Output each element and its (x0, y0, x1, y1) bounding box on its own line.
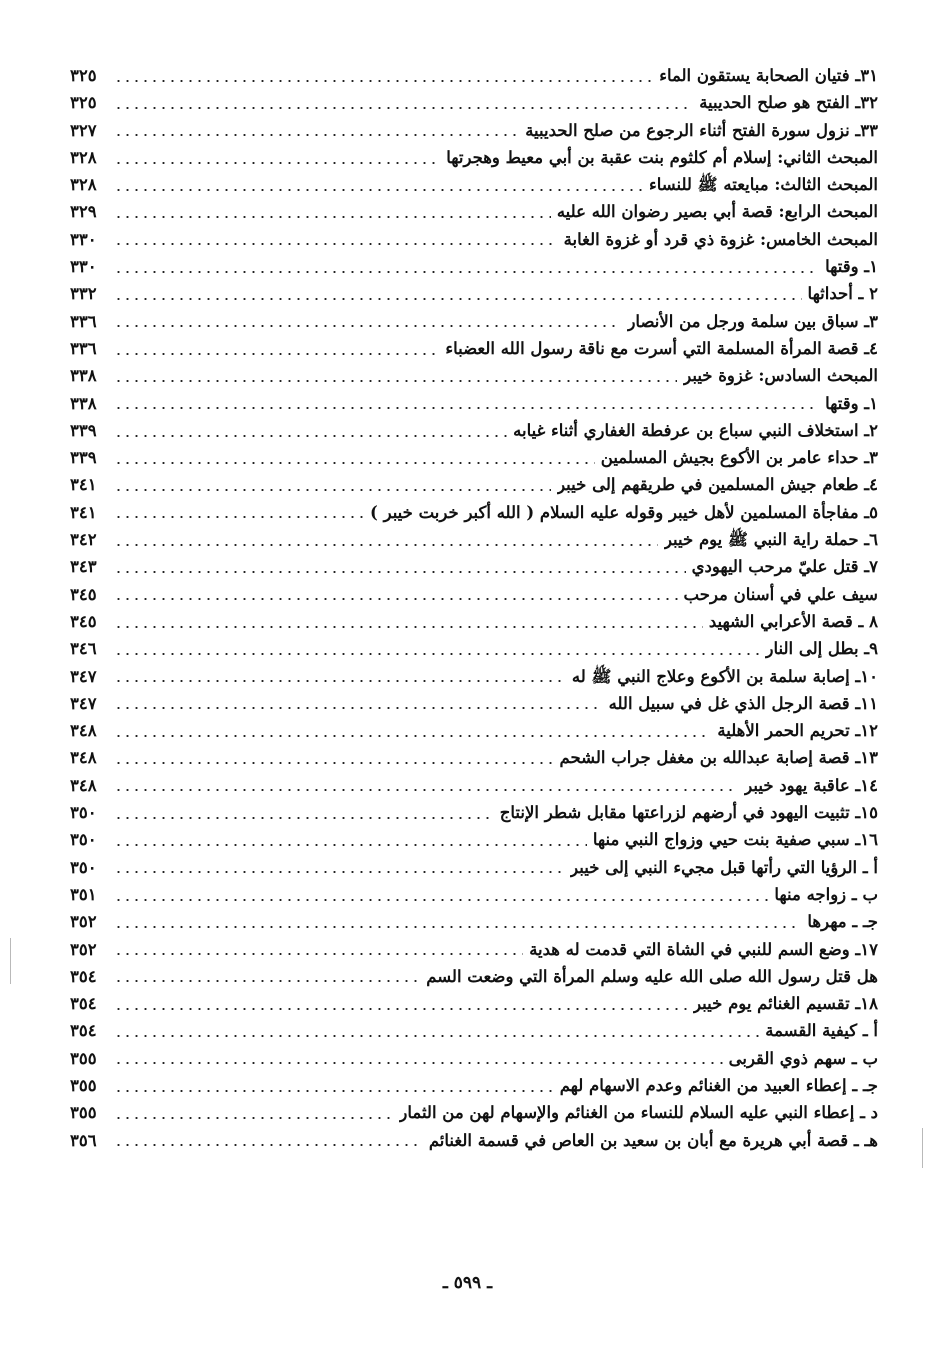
dot-leader (114, 571, 686, 573)
toc-entry (70, 89, 878, 116)
toc-entry-page-number: ٣٤٢ (70, 530, 97, 550)
toc-entry-page-number: ٣٤٧ (70, 666, 97, 686)
toc-entry-title: ٤ـ قصة المرأة المسلمة التي أسرت مع ناقة رسول الله العضباء (445, 338, 878, 358)
toc-entry (70, 308, 878, 335)
toc-entry-page-number: ٣٤٧ (70, 693, 97, 713)
toc-entry-title: ب ـ زواجه منها (774, 884, 878, 904)
dot-leader (114, 680, 566, 682)
toc-entry-page-number: ٣٥٥ (70, 1103, 97, 1123)
toc-entry-page-number: ٣٣٠ (70, 257, 97, 277)
toc-entry-title: المبحث الثاني: إسلام أم كلثوم بنت عقبة بن أبي معيط وهجرتها (446, 147, 878, 167)
toc-entry-page-number: ٣٤٨ (70, 775, 97, 795)
toc-entry (70, 936, 878, 963)
toc-entry-title: ١ـ وقتها (825, 393, 878, 413)
toc-entry-title: ٦ـ حملة راية النبي ﷺ يوم خيبر (663, 530, 878, 550)
toc-entry (70, 854, 878, 881)
toc-entry-title: ٤ـ طعام جيش المسلمين في طريقهم إلى خيبر (557, 475, 878, 495)
toc-entry (70, 226, 878, 253)
toc-entry-page-number: ٣٤٦ (70, 639, 97, 659)
toc-entry (70, 171, 878, 198)
dot-leader (114, 544, 658, 546)
scan-margin-mark (10, 938, 11, 984)
dot-leader (114, 353, 439, 355)
toc-entry (70, 335, 878, 362)
toc-entry-page-number: ٣٤٥ (70, 611, 97, 631)
toc-entry-page-number: ٣٥٠ (70, 857, 97, 877)
dot-leader (114, 325, 621, 327)
toc-entry-page-number: ٣٣٨ (70, 393, 97, 413)
toc-entry (70, 1072, 878, 1099)
toc-entry (70, 663, 878, 690)
toc-entry-title: ١٦ـ سبي صفية بنت حيي وزواج النبي منها (592, 830, 878, 850)
toc-entry-page-number: ٣٣٩ (70, 420, 97, 440)
toc-entry-title: المبحث السادس: غزوة خيبر (683, 366, 878, 386)
toc-entry (70, 444, 878, 471)
toc-entry-title: ١٠ـ إصابة سلمة بن الأكوع وعلاج النبي ﷺ له (571, 666, 878, 686)
toc-entry-page-number: ٣٥٥ (70, 1048, 97, 1068)
dot-leader (114, 1062, 723, 1064)
toc-entry (70, 1127, 878, 1154)
toc-entry (70, 471, 878, 498)
toc-entry (70, 390, 878, 417)
dot-leader (114, 598, 678, 600)
toc-entry-title: ٣ـ حداء عامر بن الأكوع بجيش المسلمين (600, 448, 878, 468)
toc-entry-page-number: ٣٤٣ (70, 557, 97, 577)
dot-leader (114, 298, 802, 300)
toc-entry (70, 963, 878, 990)
toc-entry-page-number: ٣٢٧ (70, 120, 97, 140)
toc-entry (70, 253, 878, 280)
toc-entry (70, 198, 878, 225)
toc-entry-page-number: ٣٣٦ (70, 311, 97, 331)
toc-entry (70, 117, 878, 144)
toc-entry-title: ٨ ـ قصة الأعرابي الشهيد (708, 611, 878, 631)
toc-entry-page-number: ٣٥٦ (70, 1130, 97, 1150)
toc-entry-page-number: ٣٣٠ (70, 229, 97, 249)
toc-entry (70, 1017, 878, 1044)
toc-entry (70, 908, 878, 935)
dot-leader (114, 871, 564, 873)
toc-entry-page-number: ٣٥٤ (70, 966, 97, 986)
toc-entry-page-number: ٣٥٤ (70, 994, 97, 1014)
toc-entry-page-number: ٣٣٨ (70, 366, 97, 386)
toc-entry-title: ب ـ سهم ذوي القربى (728, 1048, 878, 1068)
dot-leader (114, 1035, 759, 1037)
dot-leader (114, 1090, 554, 1092)
toc-entry-page-number: ٣٤١ (70, 475, 97, 495)
toc-entry-title: ٣١ـ فتيان الصحابة يستقون الماء (659, 66, 878, 85)
dot-leader (114, 626, 703, 628)
dot-leader (114, 243, 558, 245)
toc-entry-title: جـ ـ مهرها (807, 912, 878, 932)
toc-entry (70, 280, 878, 307)
toc-entry (70, 608, 878, 635)
toc-entry-page-number: ٣٣٢ (70, 284, 97, 304)
table-of-contents (70, 62, 878, 1154)
toc-entry-title: د ـ إعطاء النبي عليه السلام للنساء من الغنائم والإسهام لهن من الثمار (399, 1103, 878, 1123)
toc-entry (70, 772, 878, 799)
dot-leader (114, 817, 494, 819)
toc-entry (70, 362, 878, 389)
dot-leader (114, 162, 440, 164)
toc-entry-title: ١١ـ قصة الرجل الذي غل في سبيل الله (608, 693, 878, 713)
toc-entry-title: المبحث الثالث: مبايعته ﷺ للنساء (648, 175, 878, 195)
toc-entry-title: هـ ـ قصة أبي هريرة مع أبان بن سعيد بن العاص في قسمة الغنائم (428, 1130, 878, 1150)
dot-leader (114, 1117, 393, 1119)
toc-entry-page-number: ٣٥٠ (70, 803, 97, 823)
toc-entry-title: ١٤ـ عاقبة يهود خيبر (744, 775, 878, 795)
toc-entry-title: سيف علي في أسنان مرحب (683, 584, 878, 604)
toc-entry-title: ٧ـ قتل عليّ مرحب اليهودي (691, 557, 878, 577)
dot-leader (114, 653, 759, 655)
toc-entry-page-number: ٣٥٤ (70, 1021, 97, 1041)
toc-entry (70, 881, 878, 908)
toc-entry (70, 417, 878, 444)
toc-entry-title: ١٧ـ وضع السم للنبي في الشاة التي قدمت له هدية (529, 939, 878, 959)
toc-entry-title: ١٨ـ تقسيم الغنائم يوم خيبر (693, 994, 878, 1014)
dot-leader (114, 735, 711, 737)
page-number: ـ ٥٩٩ ـ (442, 1273, 493, 1293)
toc-entry-page-number: ٣٥٠ (70, 830, 97, 850)
toc-entry-page-number: ٣٣٦ (70, 338, 97, 358)
dot-leader (114, 380, 677, 382)
toc-entry-title: ١٢ـ تحريم الحمر الأهلية (717, 721, 878, 741)
dot-leader (114, 953, 523, 955)
toc-entry-page-number: ٣٢٨ (70, 175, 97, 195)
toc-entry-title: ١٥ـ تثبيت اليهود في أرضهم لزراعتها مقابل شطر الإنتاج (499, 803, 878, 823)
scan-margin-mark (922, 1128, 923, 1168)
toc-entry-title: ٥ـ مفاجأة المسلمين لأهل خيبر وقوله عليه السلام ( الله أكبر خربت خيبر ) (370, 502, 878, 522)
toc-entry (70, 62, 878, 89)
toc-entry-title: ٣ـ سباق بين سلمة ورجل من الأنصار (627, 311, 878, 331)
dot-leader (114, 1008, 687, 1010)
toc-entry (70, 553, 878, 580)
toc-entry (70, 744, 878, 771)
toc-entry-page-number: ٣٢٥ (70, 66, 97, 85)
toc-entry (70, 499, 878, 526)
toc-entry-title: المبحث الرابع: قصة أبي بصير رضوان الله عليه (556, 202, 878, 222)
toc-entry-title: ١٣ـ قصة إصابة عبدالله بن مغفل جراب الشحم (559, 748, 878, 768)
toc-entry (70, 826, 878, 853)
dot-leader (114, 107, 693, 109)
toc-entry-page-number: ٣٥٢ (70, 939, 97, 959)
dot-leader (114, 462, 595, 464)
dot-leader (114, 134, 519, 136)
toc-entry (70, 144, 878, 171)
toc-entry (70, 1099, 878, 1126)
toc-entry-page-number: ٣٤٨ (70, 748, 97, 768)
toc-entry-title: هل قتل رسول الله صلى الله عليه وسلم المرأة التي وضعت السم (426, 966, 878, 986)
toc-entry-title: أ ـ الرؤيا التي رأتها قبل مجيء النبي إلى خيبر (570, 857, 878, 877)
dot-leader (114, 789, 738, 791)
dot-leader (114, 80, 653, 82)
toc-entry (70, 717, 878, 744)
dot-leader (114, 407, 819, 409)
dot-leader (114, 189, 643, 191)
dot-leader (114, 516, 364, 518)
toc-entry-title: ٢ ـ أحداثها (807, 284, 878, 304)
toc-entry (70, 581, 878, 608)
toc-entry (70, 635, 878, 662)
toc-entry-page-number: ٣٢٨ (70, 147, 97, 167)
toc-entry-title: ١ـ وقتها (825, 257, 878, 277)
dot-leader (114, 1144, 423, 1146)
toc-entry-page-number: ٣٥٥ (70, 1075, 97, 1095)
dot-leader (114, 271, 819, 273)
toc-entry-page-number: ٣٥٢ (70, 912, 97, 932)
toc-entry (70, 690, 878, 717)
dot-leader (114, 844, 587, 846)
dot-leader (114, 489, 551, 491)
dot-leader (114, 926, 801, 928)
dot-leader (114, 435, 507, 437)
toc-entry (70, 799, 878, 826)
dot-leader (114, 762, 554, 764)
toc-entry-page-number: ٣٤٥ (70, 584, 97, 604)
toc-entry-page-number: ٣٤١ (70, 502, 97, 522)
toc-entry (70, 526, 878, 553)
toc-entry-title: المبحث الخامس: غزوة ذي قرد أو غزوة الغابة (563, 229, 878, 249)
toc-entry-page-number: ٣٣٩ (70, 448, 97, 468)
toc-entry-title: ٣٣ـ نزول سورة الفتح أثناء الرجوع من صلح الحديبية (525, 120, 878, 140)
dot-leader (114, 707, 603, 709)
toc-entry (70, 990, 878, 1017)
toc-entry-title: ٣٢ـ الفتح هو صلح الحديبية (699, 93, 878, 113)
toc-entry-page-number: ٣٤٨ (70, 721, 97, 741)
dot-leader (114, 216, 551, 218)
toc-entry-page-number: ٣٢٥ (70, 93, 97, 113)
toc-entry (70, 1045, 878, 1072)
toc-entry-title: ٩ـ بطل إلى النار (765, 639, 878, 659)
toc-entry-title: ٢ـ استخلاف النبي سباع بن عرفطة الغفاري أثناء غيابه (513, 420, 878, 440)
dot-leader (114, 899, 768, 901)
dot-leader (114, 980, 420, 982)
toc-entry-page-number: ٣٢٩ (70, 202, 97, 222)
toc-entry-title: جـ ـ إعطاء العبيد من الغنائم وعدم الاسهام لهم (559, 1075, 878, 1095)
toc-entry-page-number: ٣٥١ (70, 884, 97, 904)
toc-entry-title: أ ـ كيفية القسمة (765, 1021, 878, 1041)
